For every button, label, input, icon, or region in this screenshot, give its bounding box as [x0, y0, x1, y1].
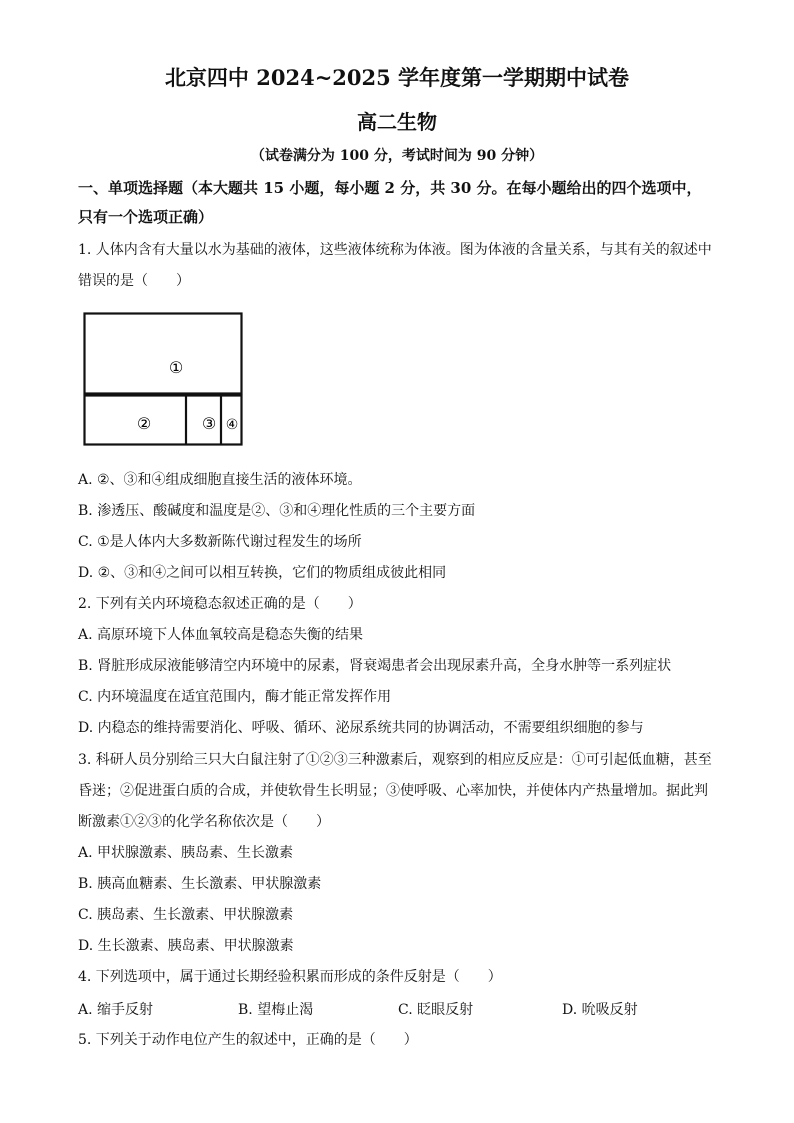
section-heading: [78, 174, 728, 232]
q3-option-b: B. 胰高血糖素、生长激素、甲状腺激素: [78, 876, 322, 892]
q4-option-b: B. 望梅止渴: [238, 1002, 314, 1018]
fluid-label-3: ③: [201, 414, 217, 433]
exam-note: （试卷满分为 100 分，考试时间为 90 分钟）: [250, 148, 544, 164]
q1-option-a: A. ②、③和④组成细胞直接生活的液体环境。: [78, 472, 362, 488]
exam-subject: 高二生物: [357, 110, 437, 134]
q4-options: [78, 999, 718, 1017]
q2-option-d: D. 内稳态的维持需要消化、呼吸、循环、泌尿系统共同的协调活动，不需要组织细胞的参与: [78, 720, 644, 736]
q1-option-c: C. ①是人体内大多数新陈代谢过程发生的场所: [78, 534, 362, 550]
fluid-box-bottom: [85, 396, 242, 445]
q1-stem-line1: 1. 人体内含有大量以水为基础的液体，这些液体统称为体液。图为体液的含量关系，与其有关的叙述中: [78, 242, 712, 258]
q3-option-a: A. 甲状腺激素、胰岛素、生长激素: [78, 845, 294, 861]
q5-stem: 5. 下列关于动作电位产生的叙述中，正确的是（ ）: [78, 1032, 418, 1048]
q4-stem: 4. 下列选项中，属于通过长期经验积累而形成的条件反射是（ ）: [78, 969, 502, 985]
q2-option-b: B. 肾脏形成尿液能够清空内环境中的尿素，肾衰竭患者会出现尿素升高，全身水肿等一系列症状: [78, 658, 672, 674]
fluid-label-4: ④: [225, 417, 239, 433]
fluid-label-2: ②: [136, 414, 152, 433]
q3-option-d: D. 生长激素、胰岛素、甲状腺激素: [78, 938, 294, 954]
q3-option-c: C. 胰岛素、生长激素、甲状腺激素: [78, 907, 294, 923]
q3-stem-line2: 昏迷；②促进蛋白质的合成，并使软骨生长明显；③使呼吸、心率加快，并使体内产热量增加。据此判: [78, 783, 708, 799]
fluid-label-1: ①: [168, 358, 184, 377]
q2-stem: 2. 下列有关内环境稳态叙述正确的是（ ）: [78, 596, 362, 612]
q1-option-d: D. ②、③和④之间可以相互转换，它们的物质组成彼此相同: [78, 565, 447, 581]
fluid-box-1: [85, 314, 242, 394]
q2-option-a: A. 高原环境下人体血氧较高是稳态失衡的结果: [78, 627, 364, 643]
exam-title: 北京四中 2024~2025 学年度第一学期期中试卷: [164, 65, 630, 90]
q4-option-a: A. 缩手反射: [78, 1002, 154, 1018]
q1-option-b: B. 渗透压、酸碱度和温度是②、③和④理化性质的三个主要方面: [78, 503, 476, 519]
q4-option-c: C. 眨眼反射: [398, 1002, 474, 1018]
q4-option-d: D. 吮吸反射: [562, 1002, 638, 1018]
section-heading-line1: 一、单项选择题（本大题共 15 小题，每小题 2 分，共 30 分。在每小题给出的四个选项中，: [78, 179, 702, 197]
q3-stem-line1: 3. 科研人员分别给三只大白鼠注射了①②③三种激素后，观察到的相应反应是：①可引起低血糖，甚至: [78, 752, 712, 768]
body-fluid-diagram: [83, 312, 245, 448]
q1-stem-line2: 错误的是（ ）: [78, 273, 190, 289]
q2-option-c: C. 内环境温度在适宜范围内，酶才能正常发挥作用: [78, 689, 392, 705]
section-heading-line2: 只有一个选项正确）: [78, 208, 214, 226]
q3-stem-line3: 断激素①②③的化学名称依次是（ ）: [78, 814, 330, 830]
